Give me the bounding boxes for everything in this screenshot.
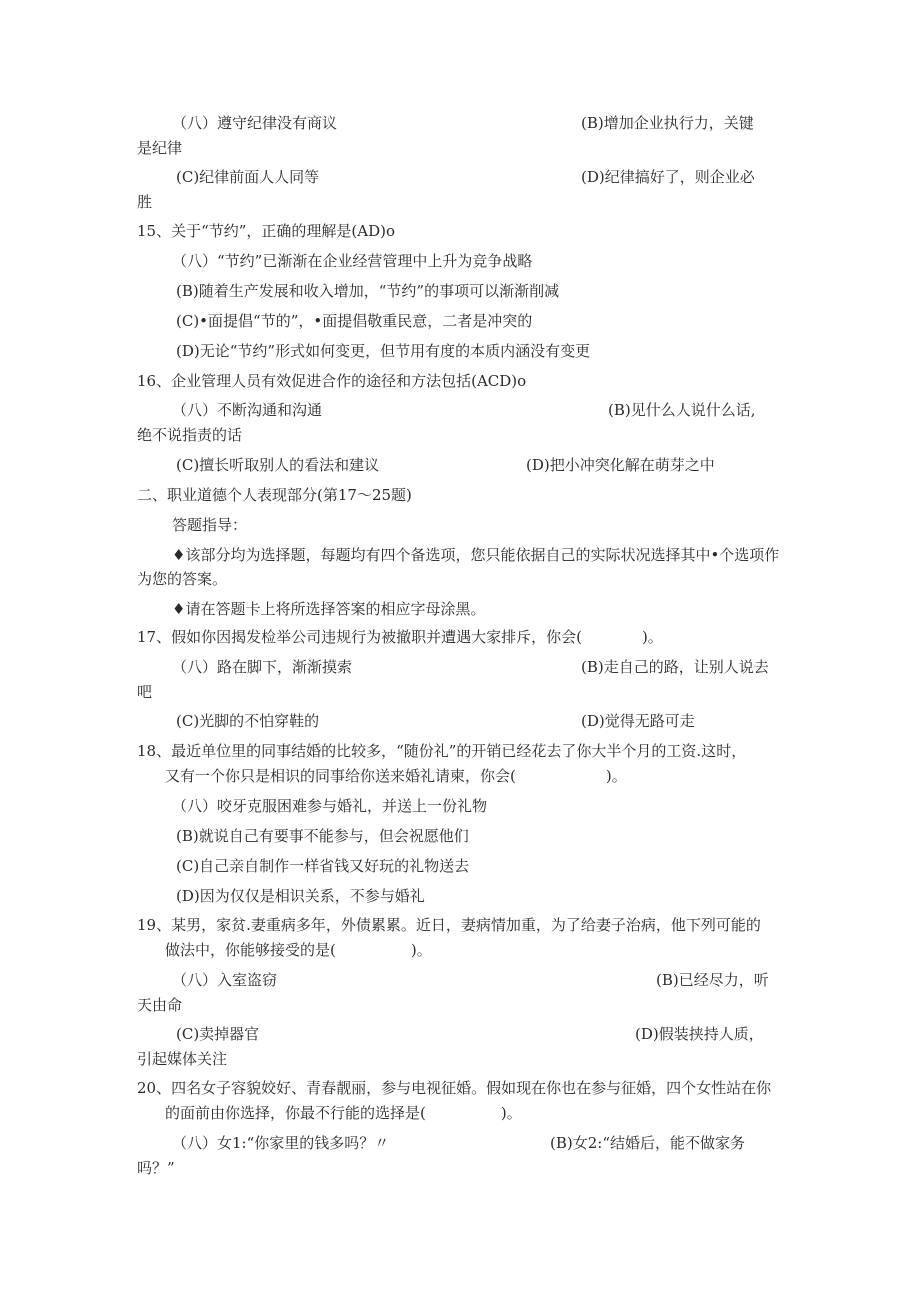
text-line: 天由命 [137,996,183,1014]
question-16: 16、企业管理人员有效促进合作的途径和方法包括(ACD)o [137,372,527,390]
option-line: (C)•面提倡“节的”，•面提倡敬重民意，二者是冲突的 [176,312,533,330]
text-line: 是纪律 [137,139,183,157]
option-line: (B)已经尽力，听 [656,971,769,989]
question-18: 18、最近单位里的同事结婚的比较多，“随份礼”的开销已经花去了你大半个月的工资.这时， [137,742,747,760]
option-line: （八）路在脚下，渐渐摸索 [172,658,353,676]
option-line: （八）女1:“你家里的钱多吗？〃 [172,1134,390,1152]
question-20: 20、四名女子容貌姣好、青春靓丽，参与电视征婚。假如现在你也在参与征婚，四个女性站在你 [137,1079,772,1097]
option-line: (B)就说自己有要事不能参与，但会祝愿他们 [176,827,469,845]
option-line: (D)把小冲突化解在萌芽之中 [526,456,715,474]
option-line: (D)假装挟持人质， [635,1025,764,1043]
option-line: (C)擅长听取别人的看法和建议 [176,456,380,474]
text-line: 胜 [137,193,153,211]
option-line: (B)见什么人说什么话, [608,401,756,419]
text-line: 绝不说指责的话 [137,426,243,444]
option-line: （八）不断沟通和沟通 [172,401,323,419]
option-line: （八）“节约”已渐渐在企业经营管理中上升为竞争战略 [172,252,533,270]
option-line: (D)无论“节约”形式如何变更，但节用有度的本质内涵没有变更 [176,342,591,360]
option-line: (B)随着生产发展和收入增加，“节约”的事项可以渐渐削减 [176,282,560,300]
option-line: (D)因为仅仅是相识关系，不参与婚礼 [176,887,425,905]
option-line: (C)光脚的不怕穿鞋的 [176,712,320,730]
guide-line: ♦请在答题卡上将所选择答案的相应字母涂黑。 [172,600,486,618]
option-line: (B)走自己的路，让别人说去 [581,658,769,676]
option-line: (B)女2:“结婚后，能不做家务 [550,1134,745,1152]
question-18-cont: 又有一个你只是相识的同事给你送来婚礼请柬，你会( )。 [165,767,627,785]
text-line: （八）遵守纪律没有商议 [172,114,338,132]
text-line: (C)纪律前面人人同等 [176,168,320,186]
guide-line: ♦该部分均为选择题，每题均有四个备选项，您只能依据自己的实际状况选择其中•个选项作 [172,546,780,564]
option-line: （八）咬牙克服困难参与婚礼，并送上一份礼物 [172,797,488,815]
section-heading: 二、职业道德个人表现部分(第17〜25题) [137,486,412,504]
text-line: (D)纪律搞好了，则企业必 [581,168,755,186]
option-line: (C)卖掉器官 [176,1025,260,1043]
option-line: （八）入室盗窃 [172,971,278,989]
question-15: 15、关于“节约”，正确的理解是(AD)o [137,222,396,240]
option-line: (C)自己亲自制作一样省钱又好玩的礼物送去 [176,857,470,875]
question-19-cont: 做法中，你能够接受的是( )。 [165,941,432,959]
guide-line: 为您的答案。 [137,570,228,588]
question-20-cont: 的面前由你选择，你最不行能的选择是( )。 [165,1104,522,1122]
guide-label: 答题指导： [172,516,248,534]
question-17: 17、假如你因揭发检举公司违规行为被撤职并遭遇大家排斥，你会( )。 [137,628,663,646]
text-line: 引起媒体关注 [137,1050,228,1068]
question-19: 19、某男，家贫.妻重病多年，外债累累。近日，妻病情加重，为了给妻子治病，他下列可能的 [137,916,761,934]
text-line: 吗？” [137,1159,175,1177]
text-line: 吧 [137,683,153,701]
option-line: (D)觉得无路可走 [581,712,695,730]
text-line: (B)增加企业执行力，关键 [581,114,754,132]
